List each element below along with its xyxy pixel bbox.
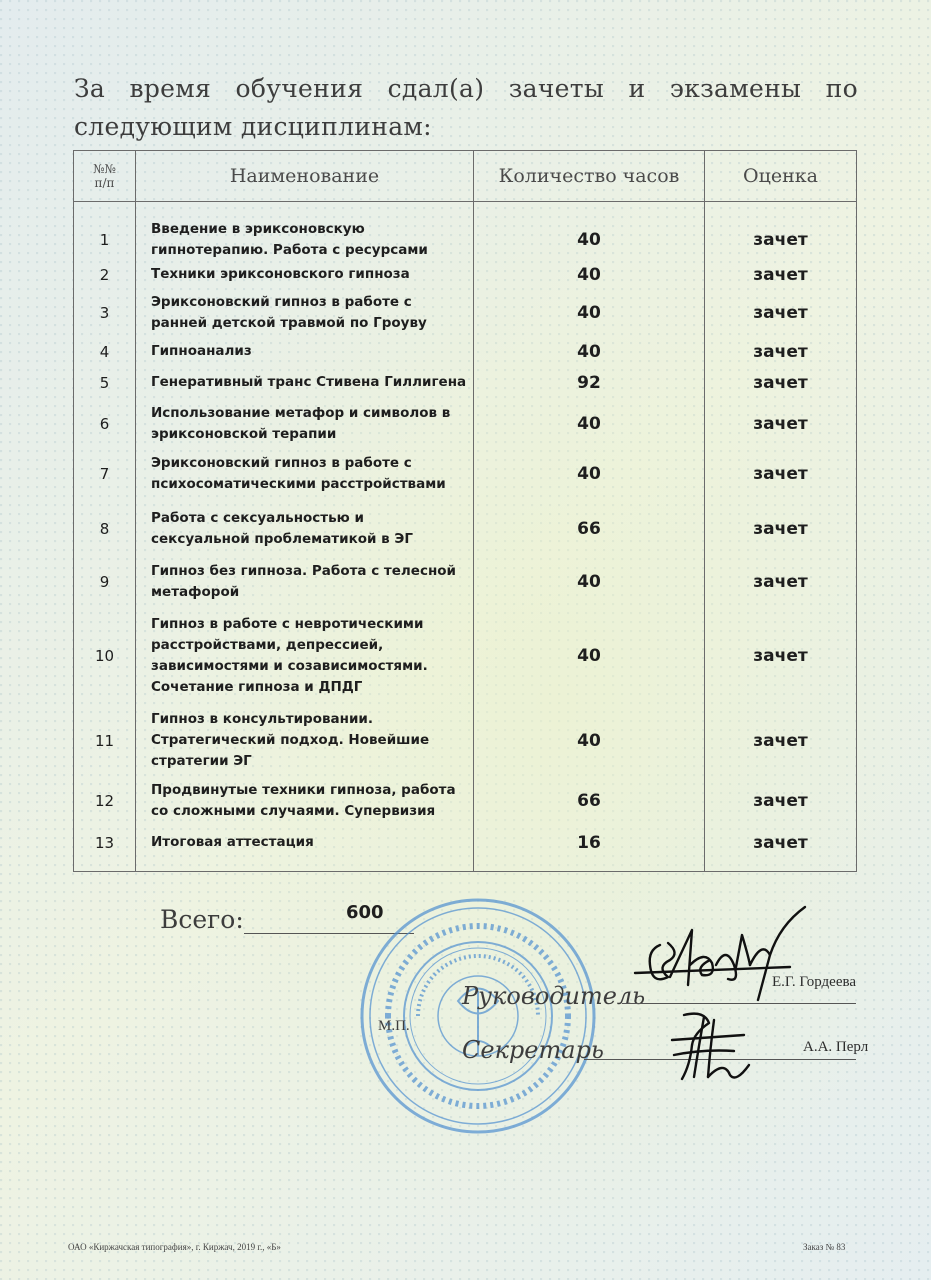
row-hours: 40 bbox=[474, 400, 705, 448]
row-number: 4 bbox=[74, 338, 136, 366]
row-grade: зачет bbox=[705, 262, 857, 288]
row-hours: 66 bbox=[474, 500, 705, 558]
order-number: Заказ № 83 bbox=[803, 1242, 846, 1252]
row-hours: 66 bbox=[474, 776, 705, 826]
row-number: 13 bbox=[74, 826, 136, 860]
secretary-signature-icon bbox=[664, 1005, 774, 1085]
row-name: Итоговая аттестация bbox=[136, 826, 474, 860]
header-name: Наименование bbox=[136, 151, 474, 202]
header-number-line2: п/п bbox=[94, 176, 115, 190]
table-row bbox=[74, 500, 857, 558]
row-grade: зачет bbox=[705, 826, 857, 860]
row-hours: 40 bbox=[474, 558, 705, 606]
row-name: Эриксоновский гипноз в работе с ранней детской травмой по Гроуву bbox=[136, 288, 474, 338]
table-row bbox=[74, 366, 857, 400]
row-hours: 40 bbox=[474, 262, 705, 288]
table-row bbox=[74, 706, 857, 776]
table-row bbox=[74, 288, 857, 338]
row-number: 12 bbox=[74, 776, 136, 826]
row-number: 7 bbox=[74, 448, 136, 500]
row-grade: зачет bbox=[705, 448, 857, 500]
printer-imprint: ОАО «Киржачская типография», г. Киржач, 2019 г., «Б» bbox=[68, 1242, 281, 1252]
director-name: Е.Г. Гордеева bbox=[772, 974, 857, 990]
table-row bbox=[74, 558, 857, 606]
row-grade: зачет bbox=[705, 558, 857, 606]
row-grade: зачет bbox=[705, 400, 857, 448]
page-heading: За время обучения сдал(а) зачеты и экзамены по следующим дисциплинам: bbox=[74, 74, 858, 141]
row-name: Техники эриксоновского гипноза bbox=[136, 262, 474, 288]
row-grade: зачет bbox=[705, 606, 857, 706]
row-hours: 16 bbox=[474, 826, 705, 860]
row-hours: 40 bbox=[474, 606, 705, 706]
table-row bbox=[74, 218, 857, 262]
row-name: Работа с сексуальностью и сексуальной проблематикой в ЭГ bbox=[136, 500, 474, 558]
row-name: Введение в эриксоновскую гипнотерапию. Работа с ресурсами bbox=[136, 218, 474, 262]
row-hours: 40 bbox=[474, 218, 705, 262]
row-grade: зачет bbox=[705, 706, 857, 776]
total-label: Всего: bbox=[160, 905, 244, 934]
table-row bbox=[74, 776, 857, 826]
table-row bbox=[74, 400, 857, 448]
row-hours: 92 bbox=[474, 366, 705, 400]
row-grade: зачет bbox=[705, 218, 857, 262]
row-number: 10 bbox=[74, 606, 136, 706]
table-row bbox=[74, 448, 857, 500]
header-hours: Количество часов bbox=[474, 151, 705, 202]
row-number: 5 bbox=[74, 366, 136, 400]
row-name: Гипноанализ bbox=[136, 338, 474, 366]
header-number bbox=[74, 151, 136, 202]
row-name: Использование метафор и символов в эриксоновской терапии bbox=[136, 400, 474, 448]
table-row bbox=[74, 826, 857, 860]
row-hours: 40 bbox=[474, 448, 705, 500]
row-number: 3 bbox=[74, 288, 136, 338]
director-role-label: Руководитель bbox=[462, 982, 646, 1010]
stamp-place-label: М.П. bbox=[378, 1018, 410, 1034]
header-grade: Оценка bbox=[705, 151, 857, 202]
row-hours: 40 bbox=[474, 706, 705, 776]
row-number: 2 bbox=[74, 262, 136, 288]
row-grade: зачет bbox=[705, 338, 857, 366]
row-number: 6 bbox=[74, 400, 136, 448]
row-hours: 40 bbox=[474, 288, 705, 338]
table-row bbox=[74, 606, 857, 706]
row-grade: зачет bbox=[705, 288, 857, 338]
row-number: 8 bbox=[74, 500, 136, 558]
row-name: Генеративный транс Стивена Гиллигена bbox=[136, 366, 474, 400]
director-signature-icon bbox=[630, 905, 810, 1005]
row-name: Гипноз в работе с невротическими расстройствами, депрессией, зависимостями и созависимостями. Сочетание гипноза и ДПДГ bbox=[136, 606, 474, 706]
secretary-role-label: Секретарь bbox=[462, 1036, 604, 1064]
row-number: 9 bbox=[74, 558, 136, 606]
row-grade: зачет bbox=[705, 776, 857, 826]
total-value: 600 bbox=[346, 902, 384, 923]
grades-table bbox=[73, 150, 857, 872]
table-row bbox=[74, 338, 857, 366]
row-name: Гипноз без гипноза. Работа с телесной метафорой bbox=[136, 558, 474, 606]
row-grade: зачет bbox=[705, 500, 857, 558]
row-name: Гипноз в консультировании. Стратегический подход. Новейшие стратегии ЭГ bbox=[136, 706, 474, 776]
header-number-line1: №№ bbox=[93, 162, 116, 176]
row-number: 1 bbox=[74, 218, 136, 262]
row-name: Эриксоновский гипноз в работе с психосоматическими расстройствами bbox=[136, 448, 474, 500]
row-number: 11 bbox=[74, 706, 136, 776]
table-header-row bbox=[74, 151, 857, 202]
table-row bbox=[74, 262, 857, 288]
official-stamp-icon bbox=[358, 896, 598, 1136]
secretary-name: А.А. Перл bbox=[803, 1039, 869, 1055]
row-grade: зачет bbox=[705, 366, 857, 400]
row-name: Продвинутые техники гипноза, работа со сложными случаями. Супервизия bbox=[136, 776, 474, 826]
row-hours: 40 bbox=[474, 338, 705, 366]
